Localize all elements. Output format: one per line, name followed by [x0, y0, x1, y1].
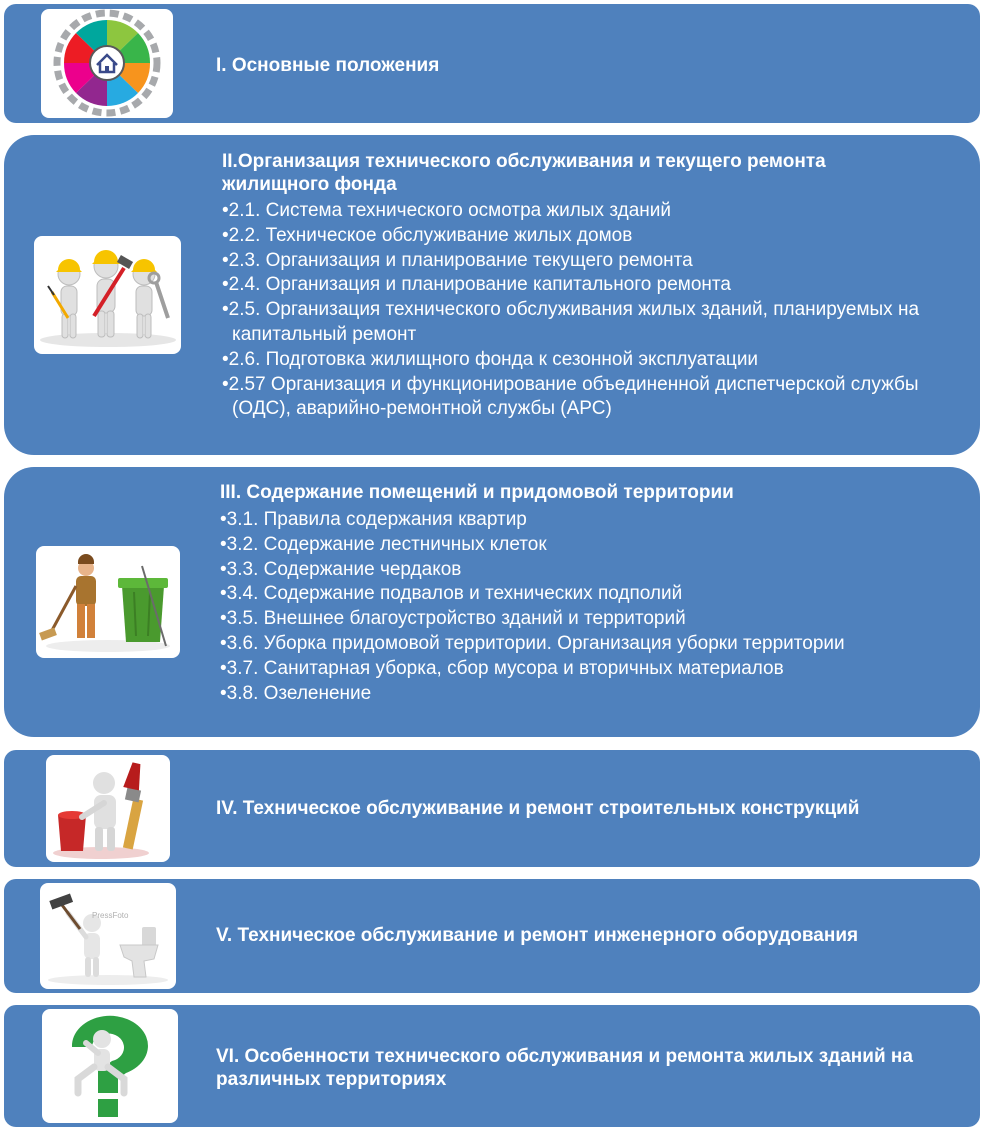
section-2-list — [222, 199, 970, 422]
list-item: •3.6. Уборка придомовой территории. Организация уборки территории — [220, 632, 845, 654]
section-1-title: I. Основные положения — [216, 55, 440, 76]
list-item: •3.4. Содержание подвалов и технических подполий — [220, 583, 683, 605]
section-6-title: VI. Особенности технического обслуживания и ремонта жилых зданий на различных территориях — [216, 1046, 913, 1090]
list-item: •2.4. Организация и планирование капитального ремонта — [222, 274, 731, 296]
section-1-image — [41, 9, 173, 118]
list-item: •2.57 Организация и функционирование объединенной диспетчерской службы (ОДС), аварийно-ремонтной службы (АРС) — [222, 373, 919, 420]
workers-with-tools-icon — [34, 236, 181, 354]
section-5-title: V. Техническое обслуживание и ремонт инженерного оборудования — [216, 925, 859, 946]
section-4-title: IV. Техническое обслуживание и ремонт строительных конструкций — [216, 798, 860, 819]
section-3-list — [220, 508, 970, 706]
section-5 — [4, 879, 980, 993]
list-item: •2.6. Подготовка жилищного фонда к сезонной эксплуатации — [222, 348, 759, 370]
list-item: •2.5. Организация технического обслуживания жилых зданий, планируемых на капитальный ремонт — [222, 299, 920, 345]
section-2-image — [34, 236, 181, 354]
section-4 — [4, 750, 980, 867]
paint-bucket-brush-icon — [46, 755, 170, 862]
hammer-toilet-icon — [40, 883, 176, 989]
list-item: •3.2. Содержание лестничных клеток — [220, 533, 547, 555]
section-3-title: III. Содержание помещений и придомовой территории — [220, 482, 734, 503]
watermark-text: PressFoto — [92, 911, 129, 920]
section-4-image — [46, 755, 170, 862]
list-item: •2.3. Организация и планирование текущего ремонта — [222, 249, 693, 271]
section-1 — [4, 4, 980, 123]
list-item: •3.1. Правила содержания квартир — [220, 509, 527, 530]
section-2 — [4, 135, 980, 455]
gear-house-icon — [41, 9, 173, 118]
question-mark-figure-icon — [42, 1009, 178, 1123]
section-3 — [4, 467, 980, 737]
list-item: •3.5. Внешнее благоустройство зданий и территорий — [220, 608, 686, 630]
janitor-trash-bin-icon — [36, 546, 180, 658]
list-item: •3.7. Санитарная уборка, сбор мусора и вторичных материалов — [220, 657, 784, 679]
list-item: •2.1. Система технического осмотра жилых зданий — [222, 200, 671, 221]
list-item: •2.2. Техническое обслуживание жилых домов — [222, 224, 633, 246]
section-6 — [4, 1005, 980, 1127]
section-5-image — [40, 883, 176, 989]
list-item: •3.8. Озеленение — [220, 682, 372, 704]
section-3-image — [36, 546, 180, 658]
section-2-title: II.Организация технического обслуживания и текущего ремонта жилищного фонда — [222, 151, 826, 195]
section-6-image — [42, 1009, 178, 1123]
list-item: •3.3. Содержание чердаков — [220, 558, 462, 580]
